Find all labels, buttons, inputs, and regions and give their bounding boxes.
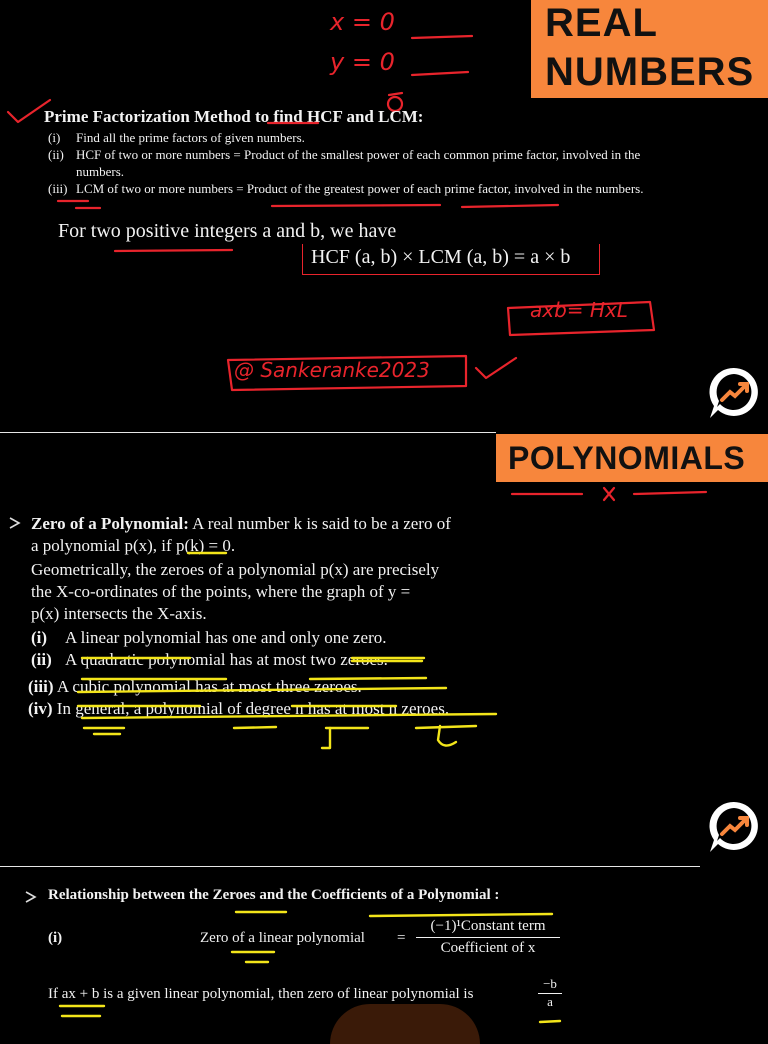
hcf-item: (ii) HCF of two or more numbers = Product of the smallest power of each common prime factor, involved in the — [48, 147, 641, 162]
zero-geo-1: Geometrically, the zeroes of a polynomial p(x) are precisely — [31, 560, 440, 579]
handwritten-y-eq: y = 0 — [330, 48, 395, 76]
arrow-bullet-icon — [8, 516, 22, 530]
hcf-heading: Prime Factorization Method to find HCF and LCM: — [44, 107, 424, 126]
zero-item: (i) A linear polynomial has one and only one zero. — [31, 628, 387, 647]
badge-line-1: REAL — [545, 1, 658, 45]
badge-label: POLYNOMIALS — [508, 440, 746, 476]
trend-chat-icon — [704, 362, 764, 422]
trend-chat-icon — [704, 796, 764, 856]
annotation-strokes — [0, 110, 768, 440]
hcf-lcm-formula: HCF (a, b) × LCM (a, b) = a × b — [311, 246, 571, 268]
real-numbers-badge — [531, 0, 768, 98]
relation-lhs: Zero of a linear polynomial — [200, 930, 365, 946]
polynomials-badge — [496, 434, 768, 482]
handwritten-handle: @ Sankeranke2023 — [234, 358, 430, 382]
small-frac-den: a — [538, 993, 562, 1010]
handwritten-x-eq: x = 0 — [330, 8, 395, 36]
zero-intro: Zero of a Polynomial: A real number k is said to be a zero of — [31, 514, 451, 533]
fraction-denominator: Coefficient of x — [416, 937, 560, 957]
zero-geo-3: p(x) intersects the X-axis. — [31, 604, 207, 623]
relation-item-num: (i) — [48, 930, 63, 946]
hcf-item: (iii) LCM of two or more numbers = Product of the greatest power of each prime factor, involved in the numbers. — [48, 181, 644, 196]
hcf-item: numbers. — [76, 164, 125, 179]
relation-eq: = — [397, 930, 406, 946]
handwritten-product: axb= HxL — [530, 298, 628, 322]
partial-decoration — [330, 1004, 480, 1044]
fraction-numerator: (−1)¹Constant term — [430, 918, 546, 934]
zero-item: (iii) A cubic polynomial has at most three zeroes. — [28, 677, 362, 696]
section-divider — [0, 866, 700, 867]
zero-item: (iv) In general, a polynomial of degree n has at most n zeroes. — [28, 699, 450, 718]
small-frac-num: −b — [543, 976, 557, 991]
badge-line-2: NUMBERS — [545, 50, 755, 94]
zero-item: (ii) A quadratic polynomial has at most two zeroes. — [31, 650, 388, 669]
zero-intro-2: a polynomial p(x), if p(k) = 0. — [31, 536, 236, 555]
zero-geo-2: the X-co-ordinates of the points, where the graph of y = — [31, 582, 411, 601]
relation-heading: Relationship between the Zeroes and the Coefficients of a Polynomial : — [48, 887, 500, 903]
hcf-statement: For two positive integers a and b, we have — [58, 220, 397, 242]
relation-bottom-text: If ax + b is a given linear polynomial, then zero of linear polynomial is — [48, 986, 474, 1002]
yellow-annotations — [0, 540, 520, 760]
section-divider — [0, 432, 496, 433]
hcf-item: (i) Find all the prime factors of given numbers. — [48, 130, 305, 145]
badge-underline — [500, 482, 720, 512]
